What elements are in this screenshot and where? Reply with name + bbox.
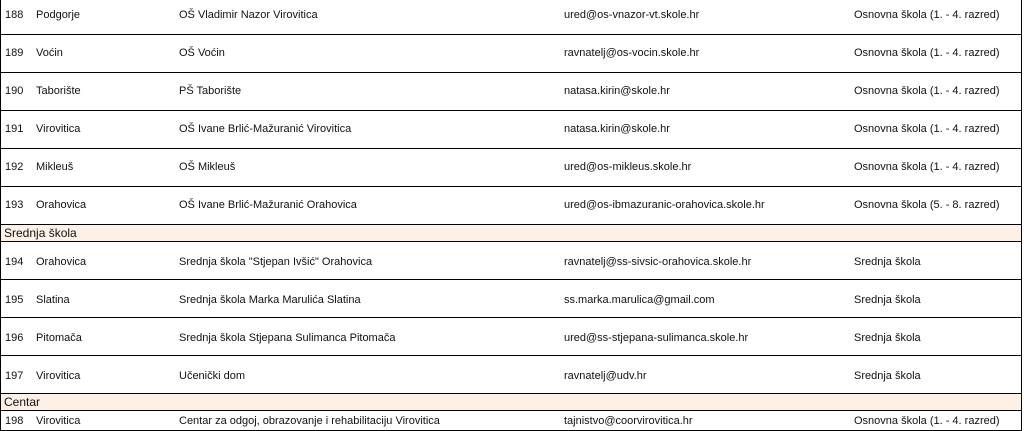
row-school-name: Srednja škola Marka Marulića Slatina xyxy=(179,294,361,306)
row-number: 198 xyxy=(5,415,24,427)
row-school-name: OŠ Vladimir Nazor Virovitica xyxy=(179,9,318,21)
row-school-type: Srednja škola xyxy=(854,370,921,382)
row-email[interactable]: natasa.kirin@skole.hr xyxy=(564,123,670,135)
row-school-name: OŠ Mikleuš xyxy=(179,161,236,173)
section-header-srednja xyxy=(0,225,1022,242)
row-email[interactable]: tajnistvo@coorvirovitica.hr xyxy=(564,415,693,427)
row-school-name: Srednja škola "Stjepan Ivšić" Orahovica xyxy=(179,256,373,268)
row-email[interactable]: ravnatelj@udv.hr xyxy=(564,370,647,382)
row-place: Podgorje xyxy=(36,9,81,21)
row-school-type: Srednja škola xyxy=(854,332,921,344)
row-number: 192 xyxy=(5,161,24,173)
row-number: 190 xyxy=(5,85,24,97)
row-school-type: Srednja škola xyxy=(854,294,921,306)
row-school-type: Osnovna škola (1. - 4. razred) xyxy=(854,85,1000,97)
row-number: 194 xyxy=(5,256,24,268)
row-number: 188 xyxy=(5,9,24,21)
row-school-type: Srednja škola xyxy=(854,256,921,268)
row-place: Orahovica xyxy=(36,256,87,268)
row-place: Orahovica xyxy=(36,199,87,211)
row-school-name: PŠ Taborište xyxy=(179,85,242,97)
row-school-name: OŠ Voćin xyxy=(179,47,225,59)
row-place: Slatina xyxy=(36,294,70,306)
row-number: 193 xyxy=(5,199,24,211)
table-row[interactable] xyxy=(0,187,1022,225)
table-row[interactable] xyxy=(0,280,1022,318)
row-email[interactable]: ravnatelj@ss-sivsic-orahovica.skole.hr xyxy=(564,256,752,268)
table-row[interactable] xyxy=(0,35,1022,73)
row-school-name: Učenički dom xyxy=(179,370,246,382)
row-place: Mikleuš xyxy=(36,161,74,173)
row-school-type: Osnovna škola (1. - 4. razred) xyxy=(854,9,1000,21)
row-school-name: OŠ Ivane Brlić-Mažuranić Virovitica xyxy=(179,123,352,135)
row-school-type: Osnovna škola (1. - 4. razred) xyxy=(854,415,1000,427)
row-number: 195 xyxy=(5,294,24,306)
row-email[interactable]: ured@os-vnazor-vt.skole.hr xyxy=(564,9,700,21)
row-email[interactable]: ured@os-mikleus.skole.hr xyxy=(564,161,692,173)
row-email[interactable]: ss.marka.marulica@gmail.com xyxy=(564,294,715,306)
row-school-type: Osnovna škola (1. - 4. razred) xyxy=(854,123,1000,135)
row-email[interactable]: ured@ss-stjepana-sulimanca.skole.hr xyxy=(564,332,749,344)
row-school-type: Osnovna škola (1. - 4. razred) xyxy=(854,161,1000,173)
row-place: Virovitica xyxy=(36,123,81,135)
row-school-type: Osnovna škola (1. - 4. razred) xyxy=(854,47,1000,59)
row-email[interactable]: ravnatelj@os-vocin.skole.hr xyxy=(564,47,700,59)
row-number: 196 xyxy=(5,332,24,344)
table-row[interactable] xyxy=(0,242,1022,280)
row-place: Virovitica xyxy=(36,415,81,427)
row-number: 191 xyxy=(5,123,24,135)
table-row[interactable] xyxy=(0,111,1022,149)
row-number: 189 xyxy=(5,47,24,59)
table-row[interactable] xyxy=(0,318,1022,356)
row-email[interactable]: ured@os-ibmazuranic-orahovica.skole.hr xyxy=(564,199,765,211)
table-row[interactable] xyxy=(0,0,1022,35)
table-row[interactable] xyxy=(0,356,1022,394)
section-header-centar xyxy=(0,394,1022,411)
row-school-type: Osnovna škola (5. - 8. razred) xyxy=(854,199,1000,211)
row-place: Virovitica xyxy=(36,370,81,382)
table-row[interactable] xyxy=(0,411,1022,431)
section-label: Srednja škola xyxy=(4,226,77,240)
row-school-name: Srednja škola Stjepana Sulimanca Pitomača xyxy=(179,332,396,344)
row-number: 197 xyxy=(5,370,24,382)
row-place: Taborište xyxy=(36,85,81,97)
section-label: Centar xyxy=(4,395,41,409)
row-school-name: Centar za odgoj, obrazovanje i rehabilitaciju Virovitica xyxy=(179,415,440,427)
row-school-name: OŠ Ivane Brlić-Mažuranić Orahovica xyxy=(179,199,357,211)
row-place: Pitomača xyxy=(36,332,82,344)
row-email[interactable]: natasa.kirin@skole.hr xyxy=(564,85,670,97)
table-row[interactable] xyxy=(0,149,1022,187)
table-row[interactable] xyxy=(0,73,1022,111)
row-place: Voćin xyxy=(36,47,63,59)
